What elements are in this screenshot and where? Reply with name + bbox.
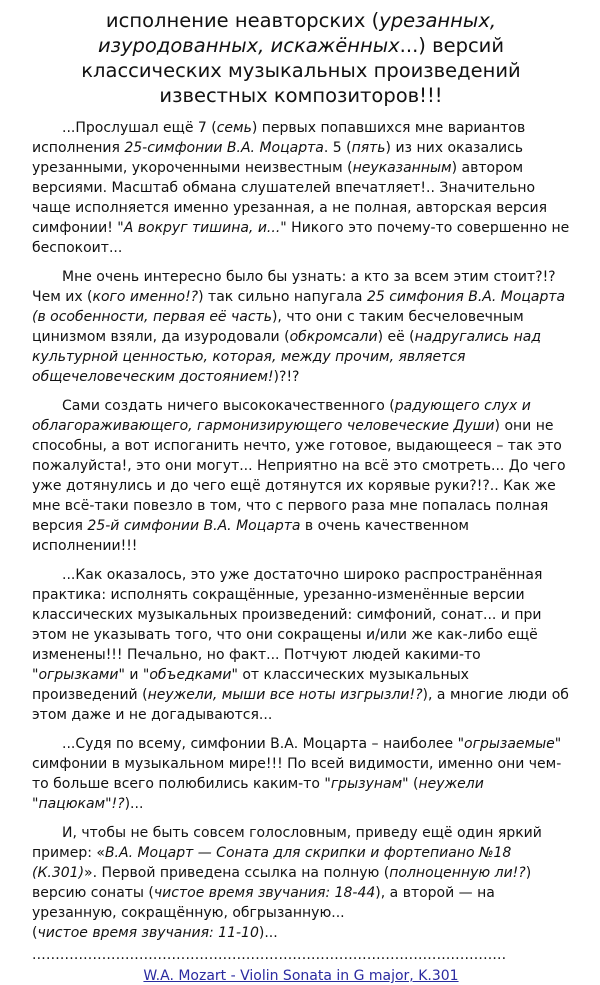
- text: )...: [258, 925, 278, 941]
- text: ...Судя по всему, симфонии В.А. Моцарта – наиболее ": [62, 736, 465, 752]
- title-text: исполнение неавторских (: [105, 9, 380, 32]
- text: ...Как оказалось, это уже достаточно широко распространённая практика: исполнять сокращённые, урезанно-изменённые версии классических музыкальных произведений: симфоний, сонат... и при этом не указывать того, что они сокращены и/или же как-либо ещё изменены!!! Печально, но факт... Потчуют людей какими-то ": [32, 567, 543, 683]
- emphasis: 25-симфонии В.А. Моцарта: [124, 140, 324, 156]
- emphasis: чистое время звучания: 18-44: [153, 885, 376, 901]
- text: )...: [124, 796, 144, 812]
- paragraph-6: [32, 823, 570, 943]
- text: ), а второй — на урезанную, сокращённую, обгрызанную...: [32, 885, 495, 921]
- emphasis: чистое время звучания: 11-10: [37, 925, 259, 941]
- text: И, чтобы не быть совсем голословным, приведу ещё один яркий пример: «: [32, 825, 542, 861]
- paragraph-4: [32, 565, 570, 725]
- emphasis: грызунам: [330, 776, 403, 792]
- emphasis: объедками: [149, 667, 232, 683]
- emphasis: обкромсали: [289, 329, 378, 345]
- text: . 5 (: [323, 140, 352, 156]
- emphasis: радующего слух и облагораживающего, гармонизирующего человеческие Души: [32, 398, 531, 434]
- text: ), что они с таким бесчеловечным цинизмом взяли, да изуродовали (: [32, 309, 524, 345]
- title-text: ...) версий классических музыкальных произведений известных композиторов!!!: [81, 34, 521, 107]
- emphasis: неуказанным: [352, 160, 452, 176]
- emphasis: полноценную ли!?: [389, 865, 526, 881]
- text: ) автором версиями. Масштаб обмана слушателей впечатляет!.. Значительно чаще исполняется именно урезанная, а не полная, авторская версия симфонии! ": [32, 160, 548, 236]
- emphasis: пять: [351, 140, 386, 156]
- emphasis: В.А. Моцарт — Соната для скрипки и фортепиано №18 (К.301): [32, 845, 512, 881]
- emphasis: кого именно!?: [92, 289, 199, 305]
- text: ) они не способны, а вот испоганить нечто, уже готовое, выдающееся – так это пожалуйста!, это они могут... Неприятно на всё это смотреть... До чего уже дотянулись и до чего ещё дотянутся их корявые руки?!?.. Как же мне всё-таки повезло в том, что с первого раза мне попалась полная версия: [32, 418, 566, 534]
- text: ) её (: [377, 329, 415, 345]
- emphasis: надругались над культурной ценностью, которая, между прочим, является общечеловеческим достоянием!: [32, 329, 542, 385]
- text: " симфонии в музыкальном мире!!! По всей видимости, именно они чем-то больше всего полюбились каким-то ": [32, 736, 562, 792]
- title-emphasis: урезанных, изуродованных, искажённых: [97, 9, 497, 57]
- text: Сами создать ничего высококачественного (: [62, 398, 395, 414]
- page-title: [32, 8, 570, 108]
- text: в очень качественном исполнении!!!: [32, 518, 469, 554]
- video-link-container: [32, 967, 570, 985]
- text: )?!?: [273, 369, 300, 385]
- text: " Никого это почему-то совершенно не беспокоит...: [32, 220, 570, 256]
- video-link[interactable]: W.A. Mozart - Violin Sonata in G major, K.301: [143, 968, 459, 984]
- emphasis: неужели, мыши все ноты изгрызли!?: [147, 687, 423, 703]
- text: ) из них оказались урезанными, укороченными неизвестным (: [32, 140, 524, 176]
- text: ), а многие люди об этом даже и не догадываются...: [32, 687, 569, 723]
- text: ) первых попавшихся мне вариантов исполнения: [32, 120, 526, 156]
- emphasis: А вокруг тишина, и...: [123, 220, 281, 236]
- emphasis: 25 симфония В.А. Моцарта (в особенности, первая её часть: [32, 289, 566, 325]
- paragraph-2: [32, 267, 570, 387]
- paragraph-1: [32, 118, 570, 258]
- emphasis: 25-й симфонии В.А. Моцарта: [87, 518, 301, 534]
- dotted-separator: ......................................................................................................: [32, 947, 507, 963]
- text: " от классических музыкальных произведений (: [32, 667, 469, 703]
- emphasis: семь: [216, 120, 252, 136]
- text: ) версию сонаты (: [32, 865, 532, 901]
- paragraph-5: [32, 734, 570, 814]
- text: ...Прослушал ещё 7 (: [62, 120, 217, 136]
- text: " (: [402, 776, 419, 792]
- emphasis: огрызками: [38, 667, 119, 683]
- paragraph-3: [32, 396, 570, 556]
- emphasis: огрызаемые: [464, 736, 555, 752]
- text: Мне очень интересно было бы узнать: а кто за всем этим стоит?!? Чем их (: [32, 269, 556, 305]
- text: ) так сильно напугала: [198, 289, 367, 305]
- text: " и ": [118, 667, 150, 683]
- text: ». Первой приведена ссылка на полную (: [84, 865, 390, 881]
- text: (: [32, 925, 38, 941]
- emphasis: неужели "пацюкам"!?: [32, 776, 484, 812]
